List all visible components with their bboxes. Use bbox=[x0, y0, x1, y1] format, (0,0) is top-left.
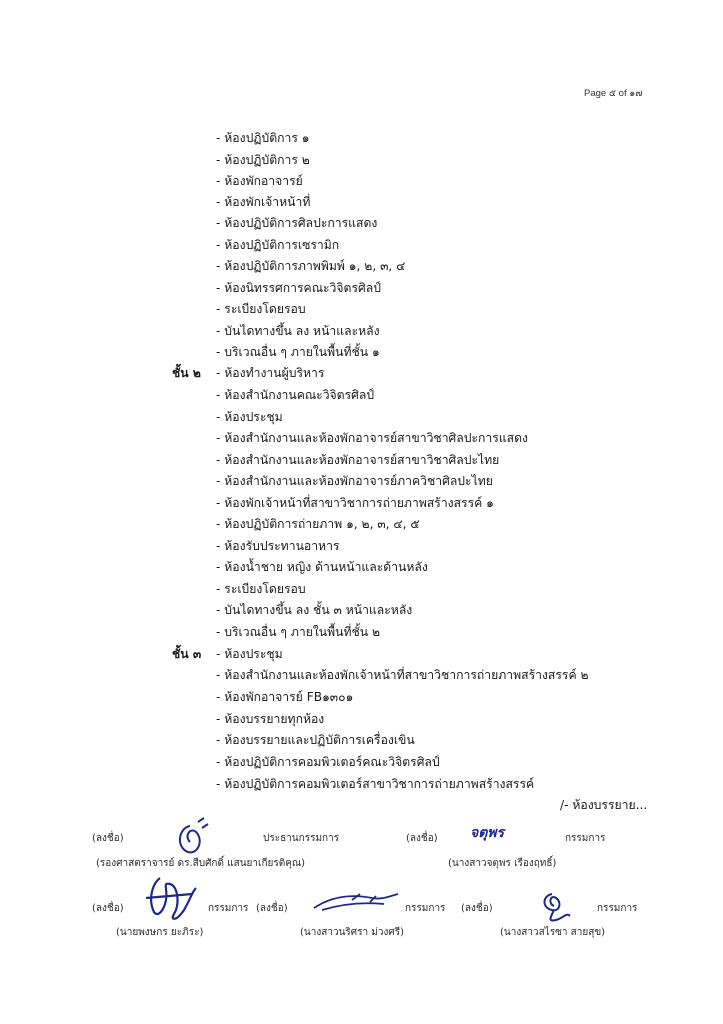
member4-name: (นางสาวสไรซา สายสุข) bbox=[500, 927, 606, 938]
list-item: - ห้องรับประทานอาหาร bbox=[216, 539, 340, 553]
sign-label: (ลงชื่อ) bbox=[406, 833, 438, 844]
list-item: - ระเบียงโดยรอบ bbox=[216, 302, 306, 316]
list-item: - ห้องปฏิบัติการคอมพิวเตอร์คณะวิจิตรศิลป์ bbox=[216, 755, 440, 769]
list-item: - ห้องปฏิบัติการคอมพิวเตอร์สาขาวิชาการถ่ายภาพสร้างสรรค์ bbox=[216, 777, 535, 791]
sign-label: (ลงชื่อ) bbox=[92, 833, 124, 844]
list-item: - ห้องสำนักงานคณะวิจิตรศิลป์ bbox=[216, 388, 375, 402]
list-item: - ห้องน้ำชาย หญิง ด้านหน้าและด้านหลัง bbox=[216, 560, 428, 574]
list-item: - ห้องพักเจ้าหน้าที่สาขาวิชาการถ่ายภาพสร้างสรรค์ ๑ bbox=[216, 496, 494, 510]
member-role: กรรมการ bbox=[208, 903, 249, 914]
list-item: - บันไดทางขึ้น ลง ชั้น ๓ หน้าและหลัง bbox=[216, 603, 413, 617]
list-item: - ห้องปฏิบัติการเซรามิก bbox=[216, 238, 340, 252]
floor3-label: ชั้น ๓ bbox=[172, 647, 202, 661]
member-role: กรรมการ bbox=[405, 903, 446, 914]
list-item: - ห้องบรรยายทุกห้อง bbox=[216, 712, 325, 726]
list-item: - ห้องปฏิบัติการ ๑ bbox=[216, 131, 310, 145]
member1-name: (นางสาวจตุพร เรืองฤทธิ์) bbox=[448, 858, 557, 869]
sign-label: (ลงชื่อ) bbox=[92, 903, 124, 914]
chair-name: (รองศาสตราจารย์ ดร.สืบศักดิ์ แสนยาเกียรติคุณ) bbox=[96, 858, 306, 869]
chair-signature bbox=[168, 818, 214, 862]
list-item: - บริเวณอื่น ๆ ภายในพื้นที่ชั้น ๑ bbox=[216, 345, 380, 359]
list-item: - ห้องปฏิบัติการ ๒ bbox=[216, 153, 310, 167]
continuation-note: /- ห้องบรรยาย... bbox=[560, 798, 648, 812]
list-item: - ห้องปฏิบัติการถ่ายภาพ ๑, ๒, ๓, ๔, ๕ bbox=[216, 517, 420, 531]
chair-role: ประธานกรรมการ bbox=[263, 833, 340, 844]
list-item: - บริเวณอื่น ๆ ภายในพื้นที่ชั้น ๒ bbox=[216, 625, 381, 639]
member3-name: (นางสาวนริศรา ม่วงศรี) bbox=[300, 927, 404, 938]
page-number: Page ๕ of ๑๗ bbox=[584, 88, 643, 99]
list-item: - บันไดทางขึ้น ลง หน้าและหลัง bbox=[216, 324, 380, 338]
list-item: - ห้องสำนักงานและห้องพักอาจารย์สาขาวิชาศิลปะการแสดง bbox=[216, 431, 528, 445]
list-item: - ห้องพักอาจารย์ bbox=[216, 174, 303, 188]
list-item: - ห้องสำนักงานและห้องพักอาจารย์ภาควิชาศิลปะไทย bbox=[216, 474, 493, 488]
member-role: กรรมการ bbox=[565, 833, 606, 844]
member4-signature bbox=[536, 888, 576, 928]
floor2-label: ชั้น ๒ bbox=[172, 366, 201, 380]
sign-label: (ลงชื่อ) bbox=[461, 903, 493, 914]
list-item: - ระเบียงโดยรอบ bbox=[216, 582, 306, 596]
member-role: กรรมการ bbox=[597, 903, 638, 914]
member2-name: (นายพงษกร ยะภิระ) bbox=[116, 927, 204, 938]
list-item: - ห้องนิทรรศการคณะวิจิตรศิลป์ bbox=[216, 281, 381, 295]
list-item: - ห้องประชุม bbox=[216, 647, 283, 661]
list-item: - ห้องพักอาจารย์ FB๑๓๐๑ bbox=[216, 690, 354, 704]
list-item: - ห้องปฏิบัติการศิลปะการแสดง bbox=[216, 216, 378, 230]
list-item: - ห้องประชุม bbox=[216, 410, 283, 424]
list-item: - ห้องพักเจ้าหน้าที่ bbox=[216, 195, 311, 209]
member3-signature bbox=[312, 890, 404, 916]
list-item: - ห้องทำงานผู้บริหาร bbox=[216, 366, 325, 380]
list-item: - ห้องสำนักงานและห้องพักอาจารย์สาขาวิชาศิลปะไทย bbox=[216, 453, 500, 467]
list-item: - ห้องบรรยายและปฏิบัติการเครื่องเขิน bbox=[216, 733, 415, 747]
member1-signature: จตุพร bbox=[470, 825, 505, 841]
sign-label: (ลงชื่อ) bbox=[256, 903, 288, 914]
list-item: - ห้องสำนักงานและห้องพักเจ้าหน้าที่สาขาวิชาการถ่ายภาพสร้างสรรค์ ๒ bbox=[216, 668, 589, 682]
list-item: - ห้องปฏิบัติการภาพพิมพ์ ๑, ๒, ๓, ๔ bbox=[216, 259, 406, 273]
member2-signature bbox=[140, 870, 200, 926]
